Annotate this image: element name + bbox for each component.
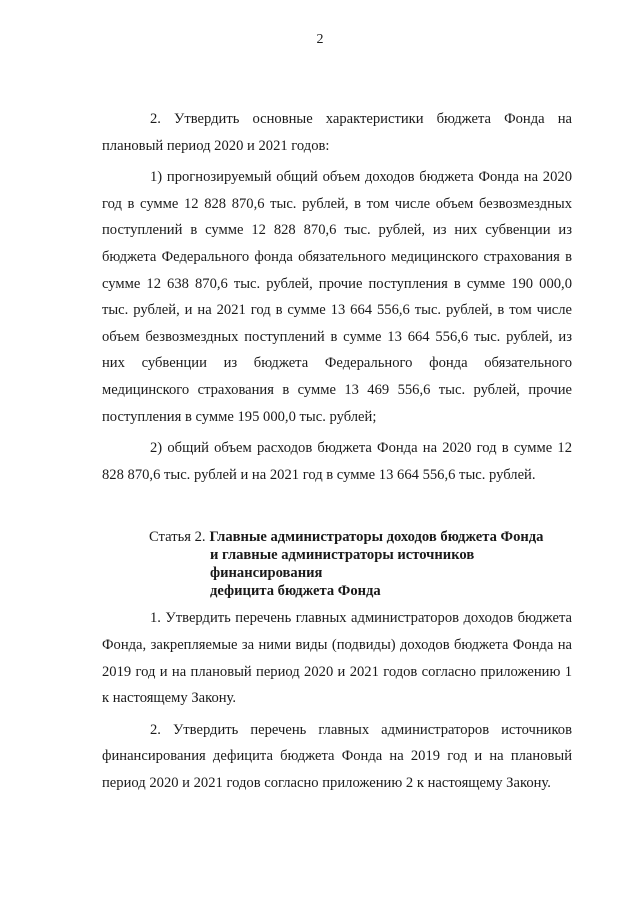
article-prefix: Статья 2. — [149, 529, 206, 546]
document-body — [102, 106, 572, 796]
page-number: 2 — [316, 32, 324, 47]
section2-intro: 2. Утвердить основные характеристики бюджета Фонда на плановый период 2020 и 2021 годов: — [102, 111, 572, 154]
article-title-line2: и главные администраторы источников финансирования — [210, 547, 475, 582]
article-title-line1: Главные администраторы доходов бюджета Фонда — [209, 529, 544, 546]
article2-para2: 2. Утвердить перечень главных администраторов источников финансирования дефицита бюджета Фонда на 2019 год и на плановый период 2020 и 2021 годов согласно приложению 2 к настоящему Закону. — [102, 721, 572, 791]
section2-item1: 1) прогнозируемый общий объем доходов бюджета Фонда на 2020 год в сумме 12 828 870,6 тыс. рублей, в том числе объем безвозмездных поступлений в сумме 12 828 870,6 тыс. рублей, из них субвенции из бюджета Федерального фонда обязательного медицинского страхования в сумме 12 638 870,6 тыс. рублей, прочие поступления в сумме 190 000,0 тыс. рублей, и на 2021 год в сумме 13 664 556,6 тыс. рублей, в том числе объем безвозмездных поступлений в сумме 13 664 556,6 тыс. рублей, из них субвенции из бюджета Федерального фонда обязательного медицинского страхования в сумме 13 469 556,6 тыс. рублей, прочие поступления в сумме 195 000,0 тыс. рублей; — [102, 169, 572, 425]
article-2-heading — [102, 528, 572, 600]
section2-item2: 2) общий объем расходов бюджета Фонда на 2020 год в сумме 12 828 870,6 тыс. рублей и на 2021 год в сумме 13 664 556,6 тыс. рублей. — [102, 440, 572, 483]
article2-para1: 1. Утвердить перечень главных администраторов доходов бюджета Фонда, закрепляемые за ними виды (подвиды) доходов бюджета Фонда на 2019 год и на плановый период 2020 и 2021 годов согласно приложению 1 к настоящему Закону. — [102, 610, 572, 707]
article-title-line3: дефицита бюджета Фонда — [210, 583, 381, 600]
